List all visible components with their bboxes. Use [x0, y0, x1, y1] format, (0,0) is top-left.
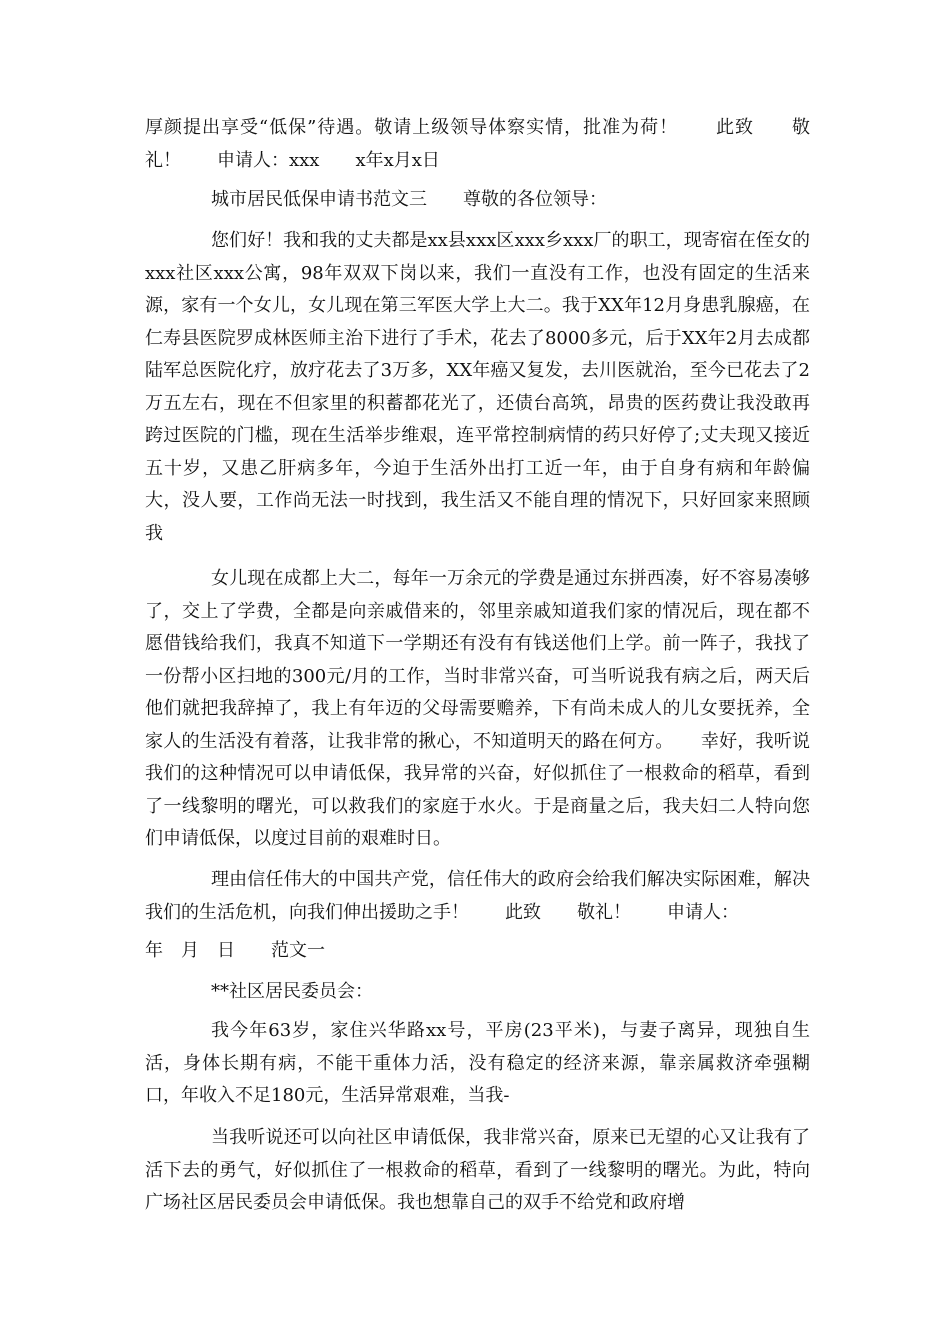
- paragraph-date-line: 年 月 日 范文一: [145, 940, 325, 961]
- paragraph-addressee: **社区居民委员会：: [211, 981, 373, 1002]
- paragraph-closing-1: 厚颜提出享受“低保”待遇。敬请上级领导体察实情，批准为荷！ 此致 敬礼！ 申请人：xxx x年x月x日: [145, 117, 810, 171]
- paragraph-body-3: 我今年63岁，家住兴华路xx号，平房(23平米)，与妻子离异，现独自生活，身体长期有病，不能干重体力活，没有稳定的经济来源，靠亲属救济牵强糊口，年收入不足180元，生活异常艰难，当我-: [145, 1020, 810, 1106]
- paragraph-reason: 理由信任伟大的中国共产党，信任伟大的政府会给我们解决实际困难，解决我们的生活危机，向我们伸出援助之手！ 此致 敬礼！ 申请人：: [145, 869, 810, 923]
- paragraph-body-4: 当我听说还可以向社区申请低保，我非常兴奋，原来已无望的心又让我有了活下去的勇气，好似抓住了一根救命的稻草，看到了一线黎明的曙光。为此，特向广场社区居民委员会申请低保。我也想靠自己的双手不给党和政府增: [145, 1127, 810, 1213]
- paragraph-body-1: 您们好！我和我的丈夫都是xx县xxx区xxx乡xxx厂的职工，现寄宿在侄女的xxx社区xxx公寓，98年双双下岗以来，我们一直没有工作，也没有固定的生活来源，家有一个女儿，女儿现在第三军医大学上大二。我于XX年12月身患乳腺癌，在仁寿县医院罗成林医师主治下进行了手术，花去了8000多元，后于XX年2月去成都陆军总医院化疗，放疗花去了3万多，XX年癌又复发，去川医就治，至今已花去了2万五左右，现在不但家里的积蓄都花光了，还债台高筑，昂贵的医药费让我没敢再跨过医院的门槛，现在生活举步维艰，连平常控制病情的药只好停了;丈夫现又接近五十岁，又患乙肝病多年，今迫于生活外出打工近一年，由于自身有病和年龄偏大，没人要，工作尚无法一时找到，我生活又不能自理的情况下，只好回家来照顾我: [145, 230, 810, 544]
- paragraph-heading-sample-3: 城市居民低保申请书范文三 尊敬的各位领导：: [211, 189, 607, 210]
- paragraph-body-2: 女儿现在成都上大二，每年一万余元的学费是通过东拼西凑，好不容易凑够了，交上了学费，全都是向亲戚借来的，邻里亲戚知道我们家的情况后，现在都不愿借钱给我们，我真不知道下一学期还有没有有钱送他们上学。前一阵子，我找了一份帮小区扫地的300元/月的工作，当时非常兴奋，可当听说我有病之后，两天后他们就把我辞掉了，我上有年迈的父母需要赡养，下有尚未成人的儿女要抚养，全家人的生活没有着落，让我非常的揪心，不知道明天的路在何方。 幸好，我听说我们的这种情况可以申请低保，我异常的兴奋，好似抓住了一根救命的稻草，看到了一线黎明的曙光，可以救我们的家庭于水火。于是商量之后，我夫妇二人特向您们申请低保，以度过目前的艰难时日。: [145, 568, 810, 849]
